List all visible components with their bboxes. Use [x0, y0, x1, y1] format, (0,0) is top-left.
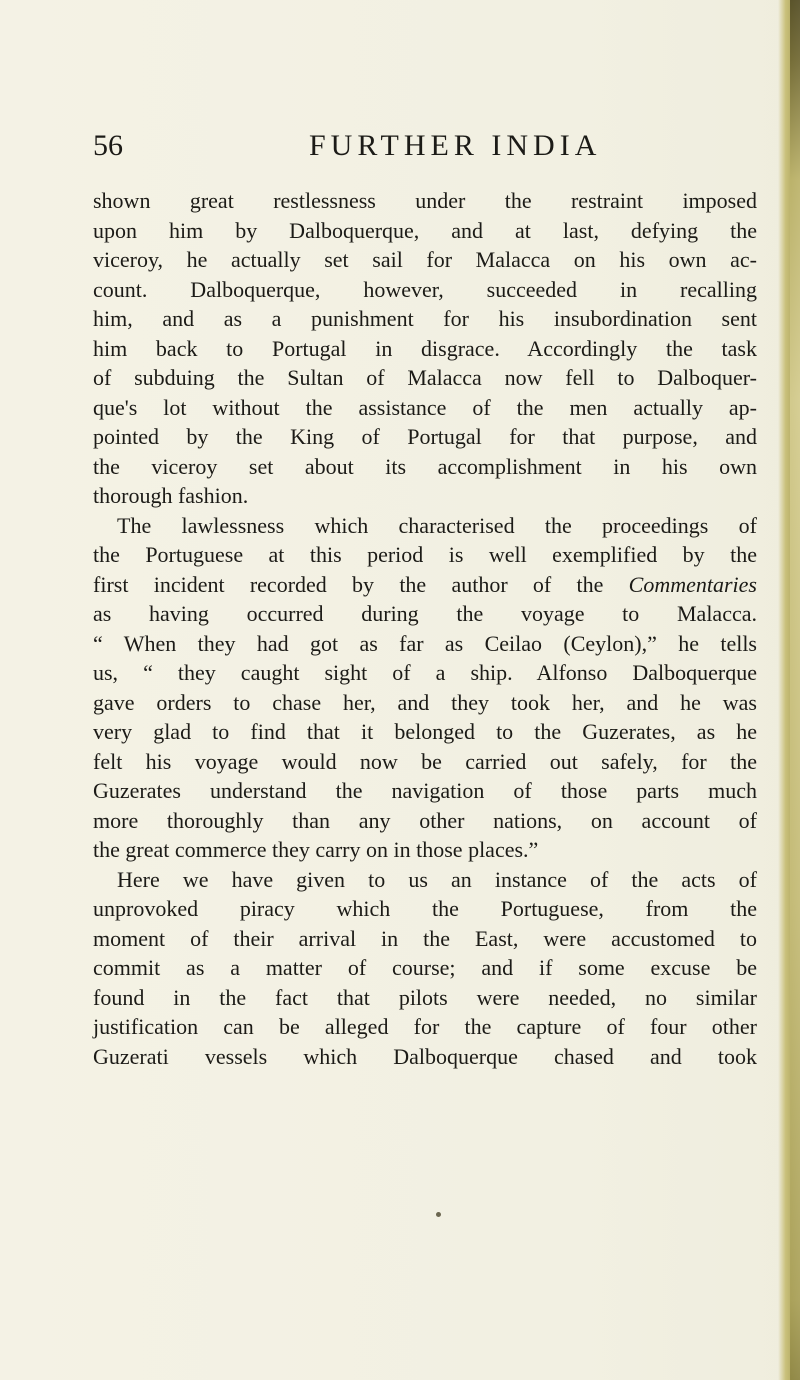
- text-line: as having occurred during the voyage to Malacca.: [93, 601, 757, 626]
- page-edge-gradient: [790, 0, 800, 1380]
- text-line: commit as a matter of course; and if some excuse be: [93, 955, 757, 980]
- paragraph-start-line: Here we have given to us an instance of the acts of: [117, 866, 757, 892]
- text-line: upon him by Dalboquerque, and at last, defying the: [93, 217, 757, 243]
- text-line: “ When they had got as far as Ceilao (Ceylon),” he tells: [93, 630, 757, 656]
- text-line: gave orders to chase her, and they took her, and he was: [93, 689, 757, 715]
- running-head: [93, 126, 733, 170]
- text-segment: first incident recorded by the author of the: [93, 571, 604, 597]
- body-text: [93, 186, 757, 1071]
- text-line: shown great restlessness under the restraint imposed: [93, 188, 757, 213]
- text-line: of subduing the Sultan of Malacca now fell to Dalboquer-: [93, 365, 757, 390]
- page-number: 56: [93, 129, 123, 162]
- running-title: FURTHER INDIA: [309, 129, 602, 162]
- text-line: viceroy, he actually set sail for Malacca on his own ac-: [93, 247, 757, 272]
- text-line: felt his voyage would now be carried out safely, for the: [93, 748, 757, 774]
- text-line-with-title: [93, 570, 757, 600]
- text-line: the great commerce they carry on in those places.”: [93, 837, 539, 862]
- text-line: him, and as a punishment for his insubordination sent: [93, 306, 757, 331]
- text-line: Guzerati vessels which Dalboquerque chased and took: [93, 1043, 757, 1069]
- text-line: thorough fashion.: [93, 483, 249, 508]
- text-line: que's lot without the assistance of the men actually ap-: [93, 394, 757, 420]
- text-line: the Portuguese at this period is well exemplified by the: [93, 542, 757, 567]
- text-line: unprovoked piracy which the Portuguese, from the: [93, 896, 757, 921]
- text-line: justification can be alleged for the capture of four other: [93, 1014, 757, 1039]
- italic-book-title: Commentaries: [628, 571, 757, 597]
- text-line: found in the fact that pilots were needed, no similar: [93, 984, 757, 1010]
- text-line: count. Dalboquerque, however, succeeded in recalling: [93, 276, 757, 302]
- text-line: the viceroy set about its accomplishment in his own: [93, 453, 757, 479]
- text-line: moment of their arrival in the East, were accustomed to: [93, 925, 757, 951]
- text-line: very glad to find that it belonged to the Guzerates, as he: [93, 719, 757, 744]
- text-line: more thoroughly than any other nations, on account of: [93, 807, 757, 833]
- text-line: him back to Portugal in disgrace. Accordingly the task: [93, 335, 757, 361]
- text-line: pointed by the King of Portugal for that purpose, and: [93, 424, 757, 449]
- text-line: Guzerates understand the navigation of those parts much: [93, 778, 757, 803]
- ink-spot: [436, 1212, 441, 1217]
- paragraph-start-line: The lawlessness which characterised the proceedings of: [117, 512, 757, 538]
- text-line: us, “ they caught sight of a ship. Alfonso Dalboquerque: [93, 660, 757, 685]
- page-edge-shadow: [778, 0, 800, 1380]
